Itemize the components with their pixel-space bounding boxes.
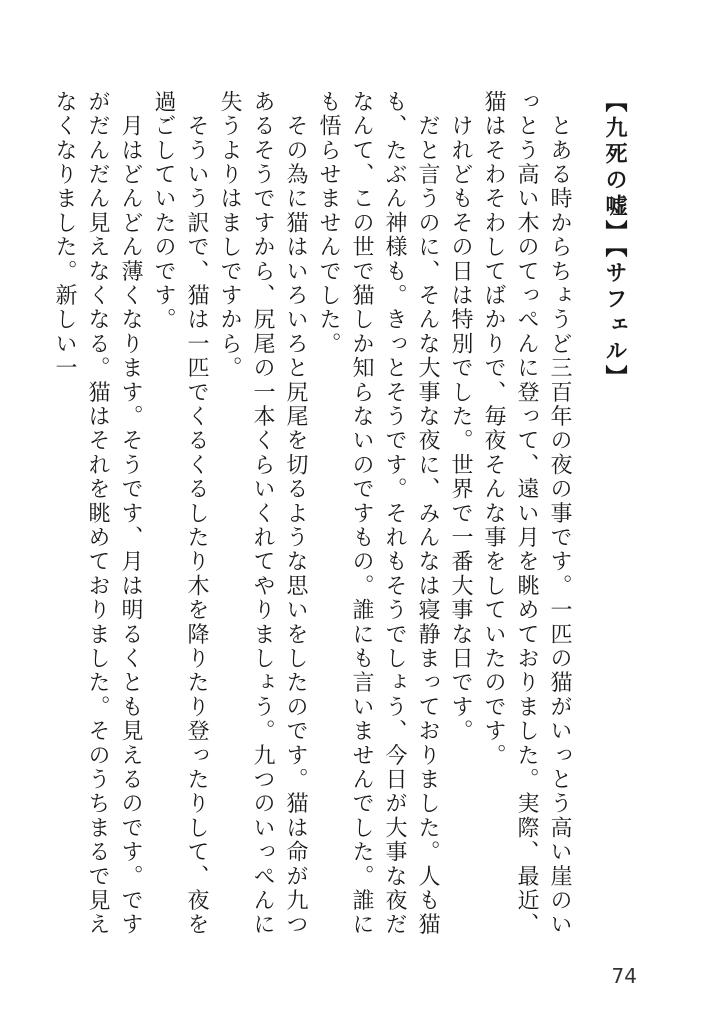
page-number: 74 (611, 964, 637, 988)
chapter-title: 【九死の嘘】【サフェル】 (602, 90, 627, 391)
paragraph: その為に猫はいろいろと尻尾を切るような思いをしたのです。猫は命が九つあるそうですから、尻尾の一本くらいくれてやりましょう。九つのいっぺんに失うよりはましですから。 (217, 90, 308, 937)
paragraph: 月はどんどん薄くなります。そうです、月は明るくとも見えるのです。ですがだんだん見えなくなる。猫はそれを眺めておりました。そのうちまるで見えなくなりました。新しい一 (52, 90, 143, 937)
vertical-text-block (48, 90, 631, 950)
paragraph: そういう訳で、猫は一匹でくるくるしたり木を降りたり登ったりして、夜を過ごしていたのです。 (151, 90, 209, 937)
paragraph: だと言うのに、そんな大事な夜に、みんなは寝静まっておりました。人も猫も、たぶん神様も。きっとそうです。それもそうでしょう、今日が大事な夜だなんて、この世で猫しか知らないのですもの。誰にも言いませんでした。誰にも悟らせませんでした。 (316, 90, 440, 937)
paragraph: とある時からちょうど三百年の夜の事です。一匹の猫がいっとう高い崖のいっとう高い木のてっぺんに登って、遠い月を眺めておりました。実際、最近、猫はそわそわしてばかりで、毎夜そんな事をしていたのです。 (481, 90, 572, 937)
paragraph: けれどもその日は特別でした。世界で一番大事な日です。 (448, 90, 473, 744)
